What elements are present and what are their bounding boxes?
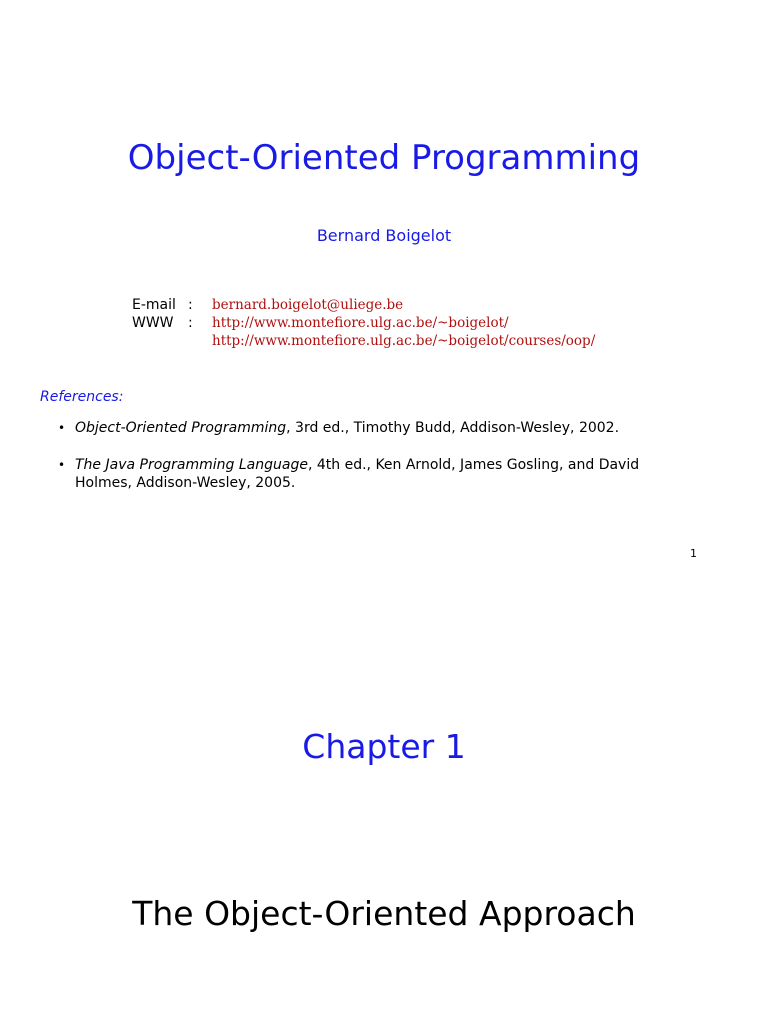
www-label: WWW (132, 315, 174, 331)
homepage-link[interactable]: http://www.montefiore.ulg.ac.be/~boigelot/ (212, 315, 509, 331)
chapter-title: The Object-Oriented Approach (132, 894, 636, 933)
contact-www-row (132, 314, 509, 332)
reference-book-title: Object-Oriented Programming (75, 420, 287, 436)
reference-text (75, 456, 678, 492)
reference-details: , 3rd ed., Timothy Budd, Addison-Wesley, 2002. (286, 420, 620, 436)
chapter-label: Chapter 1 (302, 727, 466, 766)
email-address-link[interactable]: bernard.boigelot@uliege.be (212, 297, 404, 313)
references-heading: References: (40, 389, 124, 405)
reference-book-title: The Java Programming Language (75, 457, 308, 473)
slide-title: Object-Oriented Programming (127, 138, 641, 178)
reference-details: , 4th ed., Ken Arnold, James Gosling, and David Holmes, Addison-Wesley, 2005. (75, 457, 640, 491)
contact-email-row (132, 296, 403, 314)
contact-www-row-2 (132, 332, 595, 350)
reference-item (58, 419, 678, 437)
bullet-icon: • (58, 458, 66, 472)
email-label: E-mail (132, 297, 176, 313)
reference-text (75, 419, 678, 437)
page-number: 1 (690, 547, 697, 560)
author-name: Bernard Boigelot (316, 226, 452, 245)
course-page-link[interactable]: http://www.montefiore.ulg.ac.be/~boigelot/courses/oop/ (212, 333, 596, 349)
email-separator: : (188, 297, 193, 313)
bullet-icon: • (58, 421, 66, 435)
reference-item (58, 456, 678, 492)
www-separator: : (188, 315, 193, 331)
